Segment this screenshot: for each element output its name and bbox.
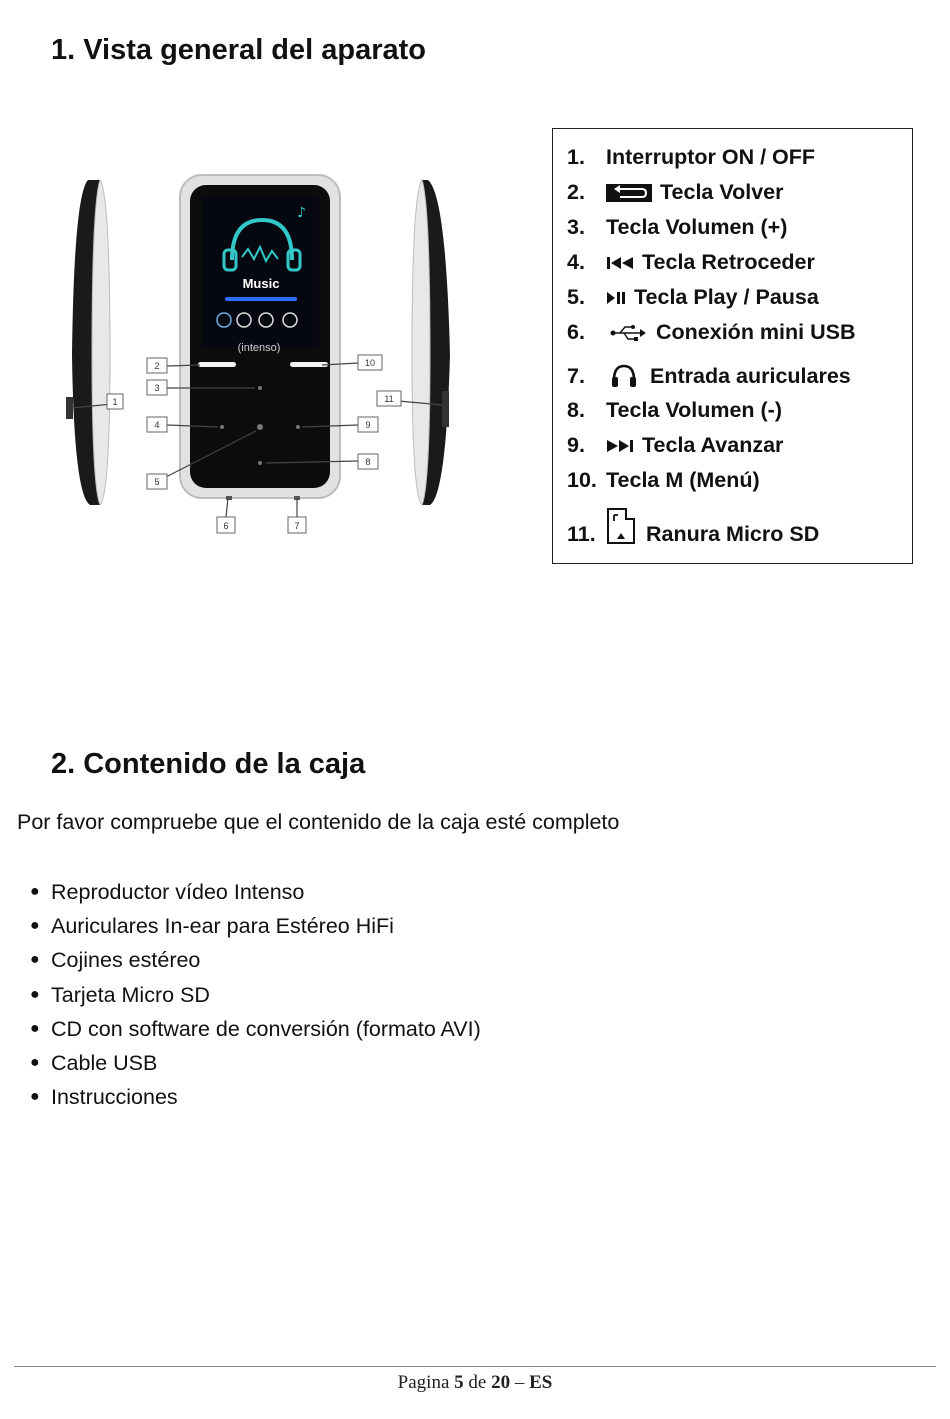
bullet: ● — [30, 951, 40, 969]
list-item — [30, 1082, 481, 1116]
legend-label: Tecla Volumen (-) — [606, 398, 782, 422]
parts-legend — [552, 128, 913, 564]
device-left-side-view — [66, 180, 110, 505]
list-item — [30, 1014, 481, 1048]
bullet: ● — [30, 1019, 40, 1037]
legend-number: 5. — [567, 285, 585, 309]
bullet: ● — [30, 1053, 40, 1071]
headphones-icon — [610, 363, 638, 389]
usb-icon — [610, 324, 646, 342]
list-item — [30, 877, 481, 911]
device-right-side-view — [412, 180, 450, 505]
callout-3 — [147, 380, 167, 395]
callout-9 — [358, 417, 378, 432]
previous-track-icon — [606, 255, 634, 271]
callout-10 — [358, 355, 382, 370]
legend-item — [567, 320, 855, 345]
list-item-text: Reproductor vídeo Intenso — [51, 880, 305, 904]
legend-item — [567, 433, 783, 458]
footer-page-total: 20 — [491, 1372, 511, 1393]
svg-text:5: 5 — [154, 477, 160, 487]
device-illustration — [10, 165, 480, 545]
legend-item — [567, 145, 815, 170]
legend-item — [567, 398, 782, 423]
legend-number: 2. — [567, 180, 585, 204]
legend-number: 10. — [567, 468, 597, 492]
callout-5 — [147, 474, 167, 489]
svg-text:9: 9 — [365, 420, 371, 430]
list-item — [30, 945, 481, 979]
legend-number: 7. — [567, 363, 585, 388]
footer-prefix: Pagina — [397, 1372, 450, 1393]
legend-item — [567, 180, 784, 205]
page-footer — [0, 1372, 950, 1394]
list-item — [30, 911, 481, 945]
callout-8 — [358, 454, 378, 469]
footer-divider — [14, 1366, 936, 1367]
bullet: ● — [30, 985, 40, 1003]
footer-page-number: 5 — [454, 1372, 464, 1393]
list-item-text: Cojines estéreo — [51, 948, 201, 973]
legend-label: Tecla Volumen (+) — [606, 215, 788, 239]
brand-label: (intenso) — [237, 342, 281, 354]
callout-2 — [147, 358, 167, 373]
callout-7 — [288, 517, 306, 533]
list-item — [30, 980, 481, 1014]
legend-number: 11. — [567, 522, 596, 546]
box-contents-list — [30, 877, 481, 1116]
legend-number: 8. — [567, 398, 585, 422]
legend-item — [567, 505, 819, 547]
legend-label: Ranura Micro SD — [646, 522, 820, 546]
footer-separator: – — [514, 1372, 525, 1393]
legend-label: Tecla Volver — [660, 180, 784, 204]
svg-text:6: 6 — [223, 521, 229, 531]
svg-text:4: 4 — [154, 420, 160, 430]
list-item-text: Auriculares In-ear para Estéreo HiFi — [51, 914, 394, 939]
micro-sd-icon — [606, 507, 636, 545]
play-pause-icon — [606, 290, 626, 306]
footer-of: de — [468, 1372, 487, 1393]
legend-label: Conexión mini USB — [656, 320, 856, 344]
legend-item — [567, 215, 787, 240]
legend-label: Entrada auriculares — [650, 363, 851, 388]
legend-number: 9. — [567, 433, 585, 457]
section-1-heading: 1. Vista general del aparato — [51, 34, 427, 66]
list-item-text: CD con software de conversión (formato AVI) — [51, 1016, 481, 1041]
legend-number: 4. — [567, 250, 585, 274]
callout-4 — [147, 417, 167, 432]
legend-label: Tecla Retroceder — [642, 250, 815, 274]
svg-text:3: 3 — [154, 383, 160, 393]
svg-text:10: 10 — [364, 358, 376, 368]
svg-text:11: 11 — [384, 394, 394, 404]
callout-11 — [377, 391, 401, 406]
next-track-icon — [606, 438, 634, 454]
svg-text:♪: ♪ — [297, 205, 306, 221]
list-item-text: Tarjeta Micro SD — [51, 982, 210, 1007]
screen-label: Music — [242, 276, 280, 291]
device-front-view — [180, 175, 340, 500]
svg-text:2: 2 — [154, 361, 160, 371]
callout-1 — [107, 394, 123, 409]
legend-label: Tecla M (Menú) — [606, 468, 760, 492]
legend-number: 3. — [567, 215, 585, 239]
svg-text:7: 7 — [294, 521, 300, 531]
legend-number: 6. — [567, 320, 585, 344]
legend-item — [567, 285, 819, 310]
bullet: ● — [30, 917, 40, 935]
legend-number: 1. — [567, 145, 585, 169]
callout-6 — [217, 517, 235, 533]
svg-text:8: 8 — [365, 457, 371, 467]
legend-label: Tecla Play / Pausa — [634, 285, 819, 309]
legend-label: Tecla Avanzar — [642, 433, 784, 457]
box-contents-intro: Por favor compruebe que el contenido de la caja esté completo — [17, 810, 620, 834]
svg-text:1: 1 — [112, 397, 118, 407]
footer-language: ES — [529, 1372, 553, 1393]
legend-item — [567, 363, 851, 389]
list-item-text: Instrucciones — [51, 1085, 178, 1110]
list-item — [30, 1048, 481, 1082]
list-item-text: Cable USB — [51, 1050, 158, 1075]
bullet: ● — [30, 1088, 40, 1106]
legend-item — [567, 250, 815, 275]
section-2-heading: 2. Contenido de la caja — [51, 748, 366, 780]
bullet: ● — [30, 883, 40, 900]
back-icon — [606, 183, 652, 203]
legend-label: Interruptor ON / OFF — [606, 145, 816, 169]
legend-item — [567, 468, 760, 493]
